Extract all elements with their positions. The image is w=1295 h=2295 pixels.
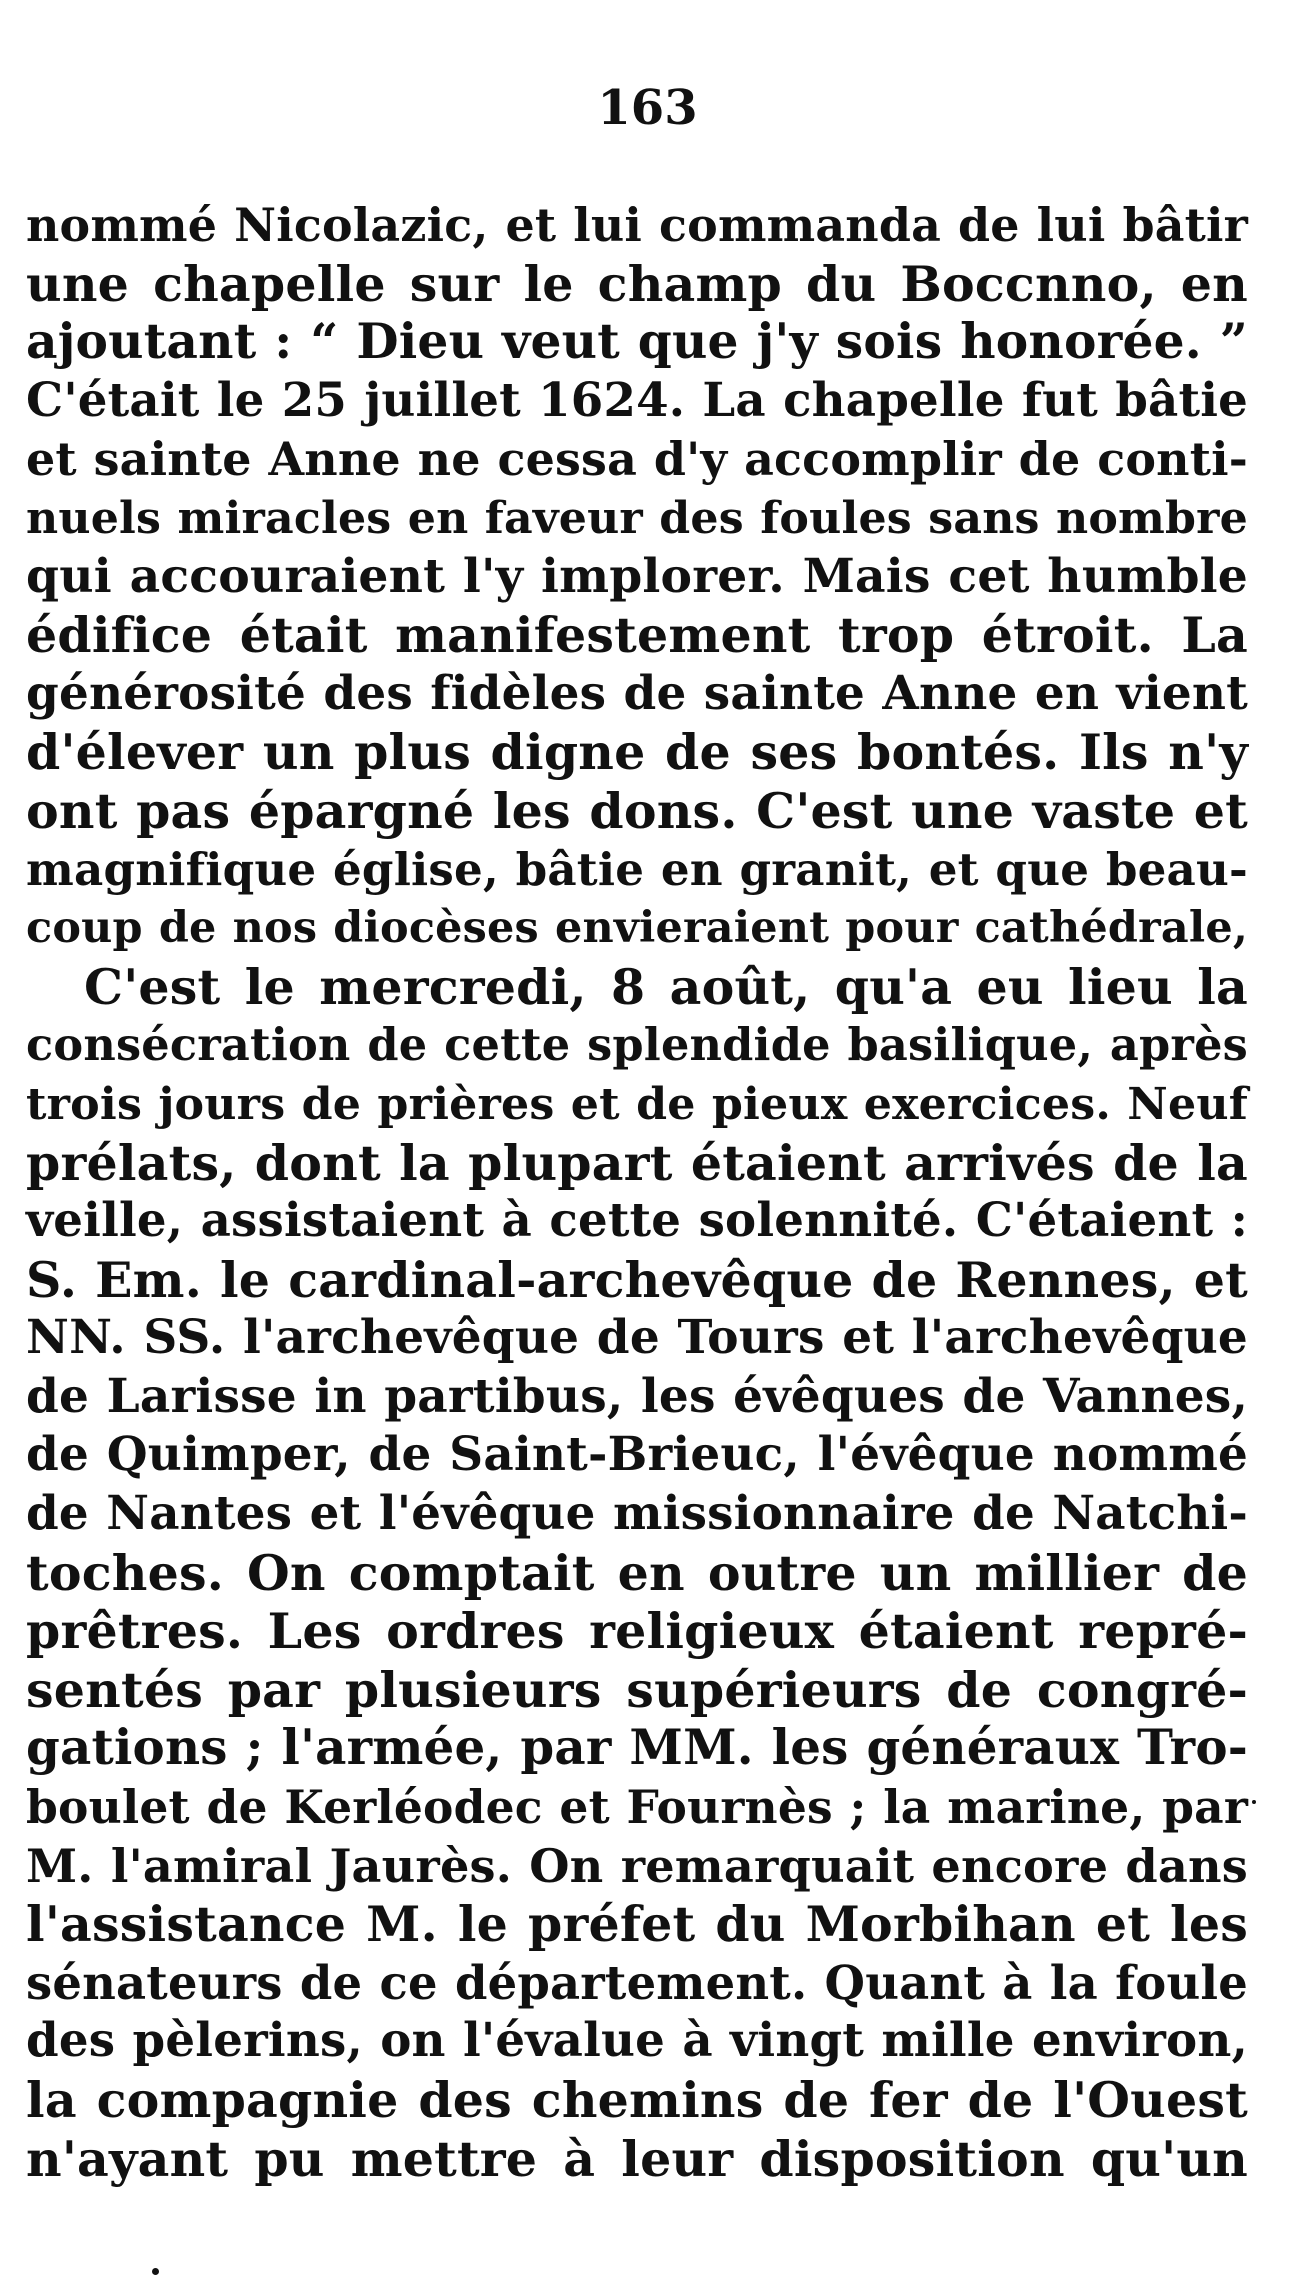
text-line: consécration de cette splendide basilique, après: [26, 1018, 1248, 1072]
text-line: M. l'amiral Jaurès. On remarquait encore dans: [26, 1838, 1248, 1893]
text-line: prélats, dont la plupart étaient arrivés de la: [26, 1133, 1248, 1192]
text-line: boulet de Kerléodec et Fournès ; la marine, par: [26, 1780, 1248, 1835]
text-line: édifice était manifestement trop étroit. La: [26, 606, 1248, 665]
text-line: la compagnie des chemins de fer de l'Ouest: [26, 2071, 1248, 2129]
text-line: et sainte Anne ne cessa d'y accomplir de conti-: [26, 432, 1248, 487]
text-line: n'ayant pu mettre à leur disposition qu'un: [26, 2129, 1248, 2188]
text-line: trois jours de prières et de pieux exercices. Neuf: [26, 1077, 1248, 1130]
text-line: générosité des fidèles de sainte Anne en vient: [26, 665, 1248, 721]
page-number: 163: [597, 80, 698, 136]
text-line: de Nantes et l'évêque missionnaire de Natchi-: [26, 1486, 1248, 1542]
text-line: S. Em. le cardinal-archevêque de Rennes, et: [26, 1250, 1248, 1309]
text-line: toches. On comptait en outre un millier de: [26, 1543, 1248, 1602]
text-line: NN. SS. l'archevêque de Tours et l'archevêque: [26, 1310, 1248, 1366]
body-text: [26, 196, 1248, 2188]
text-line: l'assistance M. le préfet du Morbihan et les: [26, 1895, 1248, 1954]
text-line: ajoutant : “ Dieu veut que j'y sois honorée. ”: [26, 313, 1248, 371]
text-line: sentés par plusieurs supérieurs de congré-: [26, 1660, 1248, 1719]
text-line: nommé Nicolazic, et lui commanda de lui bâtir: [26, 198, 1248, 252]
text-line: gations ; l'armée, par MM. les généraux Tro-: [26, 1720, 1248, 1777]
text-line: de Quimper, de Saint-Brieuc, l'évêque nommé: [26, 1427, 1248, 1483]
text-line: qui accouraient l'y implorer. Mais cet humble: [26, 548, 1248, 604]
text-line: nuels miracles en faveur des foules sans nombre: [26, 491, 1248, 544]
ink-speck: [1252, 1800, 1256, 1804]
text-line: d'élever un plus digne de ses bontés. Ils n'y: [26, 723, 1248, 782]
text-line: C'est le mercredi, 8 août, qu'a eu lieu la: [84, 957, 1248, 1016]
ink-speck: [152, 2268, 159, 2275]
text-line: des pèlerins, on l'évalue à vingt mille environ,: [26, 2013, 1248, 2069]
text-line: une chapelle sur le champ du Boccnno, en: [26, 254, 1248, 313]
text-line: coup de nos diocèses envieraient pour cathédrale,: [26, 903, 1248, 954]
text-line: prêtres. Les ordres religieux étaient repré-: [26, 1602, 1248, 1661]
text-line: sénateurs de ce département. Quant à la foule: [26, 1954, 1248, 2010]
text-line: magnifique église, bâtie en granit, et que beau-: [26, 842, 1248, 896]
text-line: de Larisse in partibus, les évêques de Vannes,: [26, 1368, 1248, 1424]
text-line: veille, assistaient à cette solennité. C'étaient :: [26, 1193, 1248, 1249]
text-line: ont pas épargné les dons. C'est une vaste et: [26, 781, 1248, 840]
text-line: C'était le 25 juillet 1624. La chapelle fut bâtie: [26, 372, 1248, 428]
